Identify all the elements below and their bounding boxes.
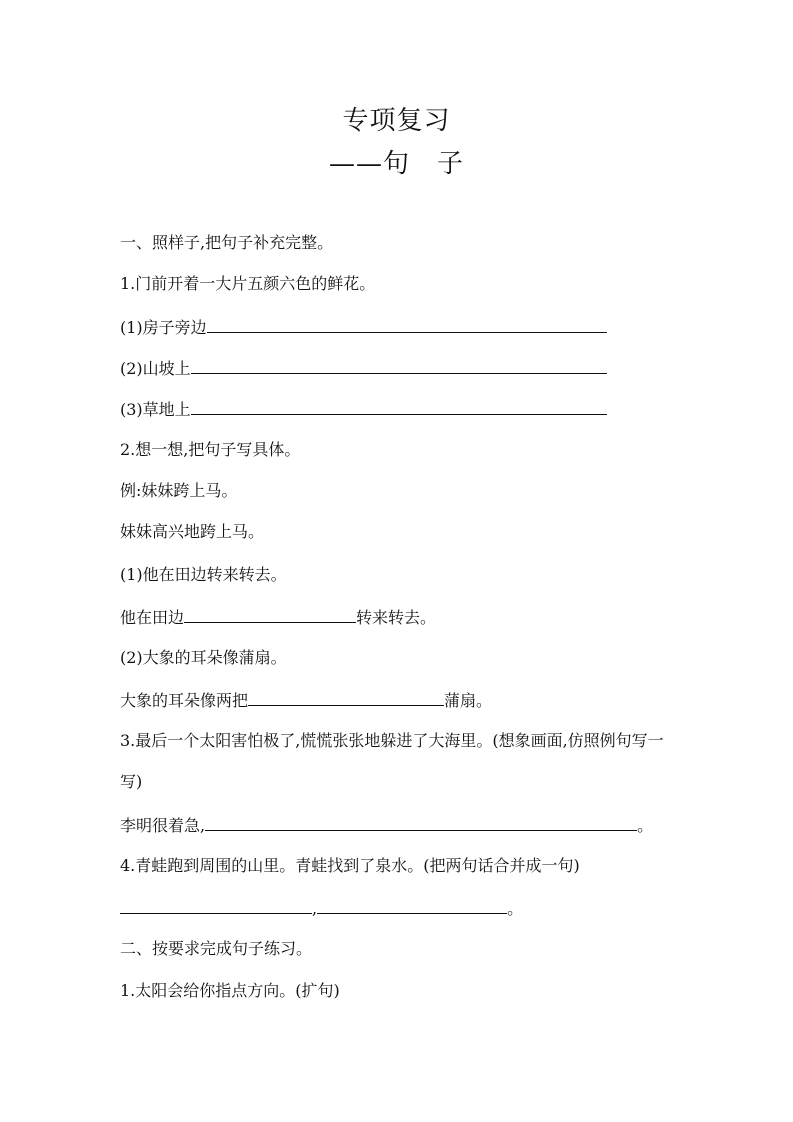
section1-heading: 一、照样子,把句子补充完整。 [120, 233, 334, 252]
q3-answer [120, 814, 653, 836]
q1-item-3 [120, 398, 607, 420]
q4-answer [120, 897, 523, 919]
answer-blank[interactable] [191, 398, 607, 415]
q2-item-2-answer [120, 689, 492, 711]
section2-heading: 二、按要求完成句子练习。 [120, 939, 313, 958]
answer-blank[interactable] [248, 689, 444, 706]
q3-answer-after: 。 [637, 816, 654, 835]
q1-item-3-label: (3)草地上 [120, 400, 191, 419]
answer-blank[interactable] [317, 897, 507, 914]
q2-item-1-prompt: (1)他在田边转来转去。 [120, 565, 287, 584]
q4-comma: , [312, 899, 318, 918]
q2-example: 例:妹妹跨上马。 [120, 481, 238, 500]
q3-prompt-line2: 写) [120, 772, 143, 791]
q4-period: 。 [507, 899, 524, 918]
q1-prompt: 1.门前开着一大片五颜六色的鲜花。 [120, 274, 376, 293]
q2-item-1-before: 他在田边 [120, 608, 185, 627]
q2-item-2-after: 蒲扇。 [444, 691, 493, 710]
answer-blank[interactable] [184, 606, 356, 623]
q3-answer-before: 李明很着急, [120, 816, 206, 835]
q1-item-1-label: (1)房子旁边 [120, 318, 207, 337]
answer-blank[interactable] [205, 814, 637, 831]
page-subtitle: ——句 子 [328, 149, 464, 179]
answer-blank[interactable] [191, 357, 607, 374]
page-title: 专项复习 [342, 106, 451, 136]
answer-blank[interactable] [120, 897, 312, 914]
q2-item-1-after: 转来转去。 [356, 608, 437, 627]
s2-q1-prompt: 1.太阳会给你指点方向。(扩句) [120, 981, 340, 1000]
answer-blank[interactable] [207, 316, 607, 333]
q2-item-2-prompt: (2)大象的耳朵像蒲扇。 [120, 648, 287, 667]
q1-item-2-label: (2)山坡上 [120, 359, 191, 378]
q2-item-2-before: 大象的耳朵像两把 [120, 691, 249, 710]
q2-prompt: 2.想一想,把句子写具体。 [120, 440, 301, 459]
q3-prompt-line1: 3.最后一个太阳害怕极了,慌慌张张地躲进了大海里。(想象画面,仿照例句写一 [120, 731, 664, 750]
q1-item-2 [120, 357, 607, 379]
q2-example-answer: 妹妹高兴地跨上马。 [120, 522, 265, 541]
q2-item-1-answer [120, 606, 436, 628]
q1-item-1 [120, 316, 607, 338]
q4-prompt: 4.青蛙跑到周围的山里。青蛙找到了泉水。(把两句话合并成一句) [120, 856, 580, 875]
